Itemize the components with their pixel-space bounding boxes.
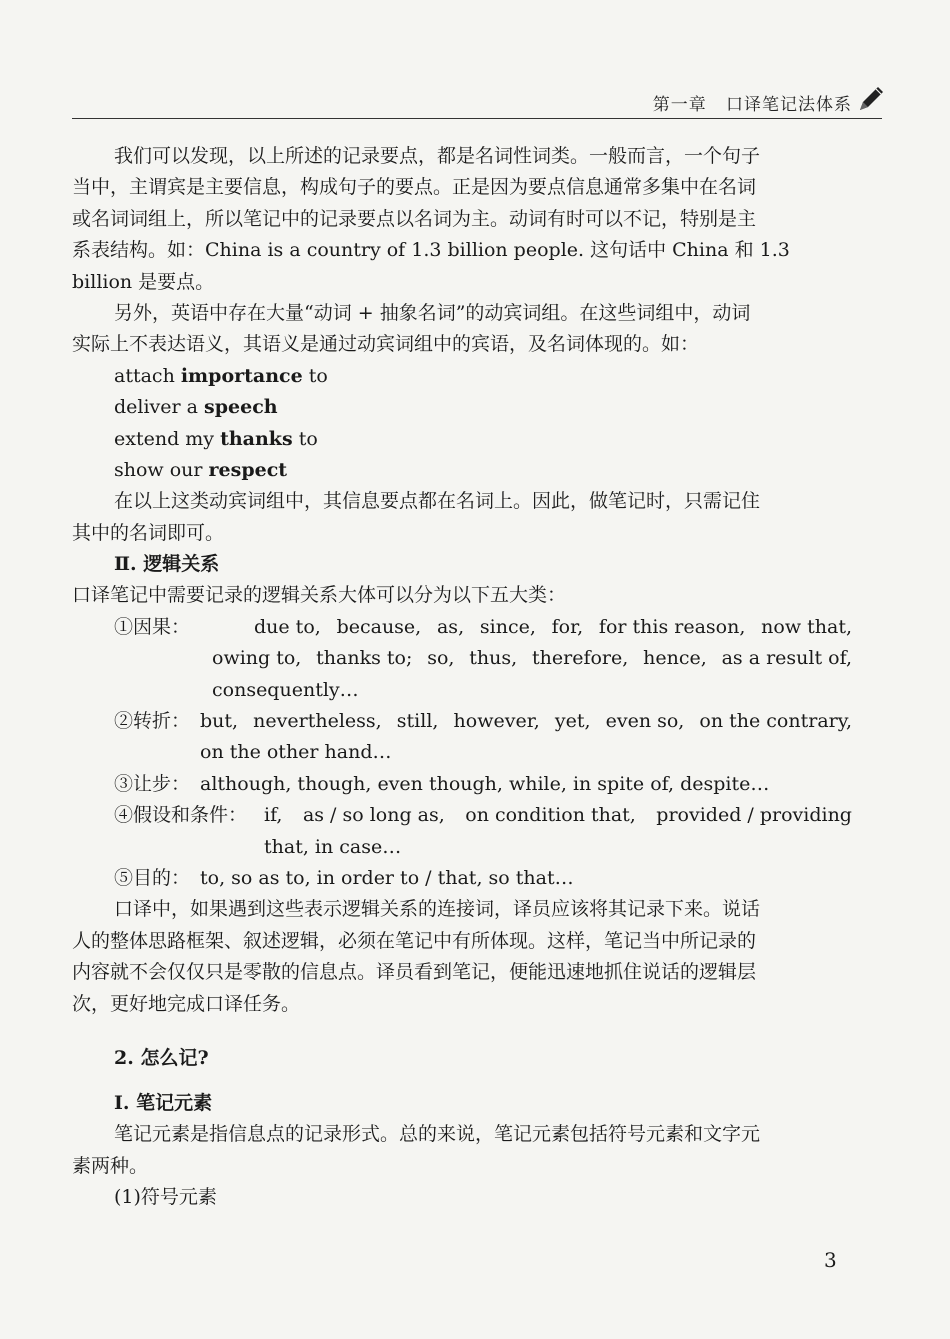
category-concession [72,769,852,800]
heading-symbol-elements: (1)符号元素 [114,1186,217,1209]
paragraph-line: 口译中，如果遇到这些表示逻辑关系的连接词，译员应该将其记录下来。说话 [114,898,761,921]
paragraph-line: 另外，英语中存在大量“动词 + 抽象名词”的动宾词组。在这些词组中，动词 [114,301,751,324]
category-terms: on the other hand… [200,741,392,764]
category-condition [72,800,852,831]
category-purpose [72,863,852,894]
category-terms: although, though, even though, while, in spite of, despite… [200,772,770,795]
paragraph-line: 口译笔记中需要记录的逻辑关系大体可以分为以下五大类： [72,584,567,607]
heading-how-to-note: 2. 怎么记? [114,1046,209,1069]
paragraph-line: 笔记元素是指信息点的记录形式。总的来说，笔记元素包括符号元素和文字元 [114,1123,761,1146]
paragraph-line: 次，更好地完成口译任务。 [72,992,301,1015]
category-terms: owing to, thanks to; so, thus, therefore, hence, as a result of, [212,647,852,670]
paragraph-line: 人的整体思路框架、叙述逻辑，必须在笔记中有所体现。这样，笔记当中所记录的 [72,929,757,952]
heading-note-elements: Ⅰ. 笔记元素 [114,1091,213,1114]
category-label: ⑤目的： [114,866,191,889]
category-terms: to, so as to, in order to / that, so that… [200,866,574,889]
example-phrase: show our respect [114,458,288,481]
paragraph-line: billion 是要点。 [72,270,215,293]
paragraph-line: 或名词词组上，所以笔记中的记录要点以名词为主。动词有时可以不记，特别是主 [72,207,757,230]
category-label: ①因果： [114,615,191,638]
pencil-icon [856,84,886,114]
page-number: 3 [824,1248,837,1272]
heading-logic-relations: Ⅱ. 逻辑关系 [114,553,220,576]
category-terms: if, as / so long as, on condition that, provided / providing [264,804,852,827]
running-header [72,84,882,119]
category-cause-cont [72,643,852,674]
category-contrast [72,706,852,737]
paragraph-line: 内容就不会仅仅只是零散的信息点。译员看到笔记，便能迅速地抓住说话的逻辑层 [72,961,757,984]
category-terms: that, in case… [264,835,402,858]
category-label: ③让步： [114,772,191,795]
category-cause [72,612,852,643]
category-terms: but, nevertheless, still, however, yet, even so, on the contrary, [200,710,852,733]
example-phrase: deliver a speech [114,396,278,419]
page-body [72,141,852,1214]
paragraph-line: 在以上这类动宾词组中，其信息要点都在名词上。因此，做笔记时，只需记住 [114,490,761,513]
paragraph-line: 其中的名词即可。 [72,521,225,544]
category-terms: due to, because, as, since, for, for this reason, now that, [254,615,852,638]
category-label: ②转折： [114,710,191,733]
chapter-title: 口译笔记法体系 [726,95,852,115]
paragraph-line: 系表结构。如：China is a country of 1.3 billion people. 这句话中 China 和 1.3 [72,239,790,262]
paragraph-line: 我们可以发现，以上所述的记录要点，都是名词性词类。一般而言，一个句子 [114,145,761,167]
header-title [653,90,852,115]
paragraph-line: 当中，主谓宾是主要信息，构成句子的要点。正是因为要点信息通常多集中在名词 [72,176,757,199]
paragraph-line: 素两种。 [72,1154,149,1177]
chapter-label: 第一章 [652,95,707,115]
example-phrase: attach importance to [114,364,328,387]
example-phrase: extend my thanks to [114,427,318,450]
category-terms: consequently… [212,678,359,701]
paragraph-line: 实际上不表达语义，其语义是通过动宾词组中的宾语，及名词体现的。如： [72,333,700,356]
category-label: ④假设和条件： [114,804,248,827]
